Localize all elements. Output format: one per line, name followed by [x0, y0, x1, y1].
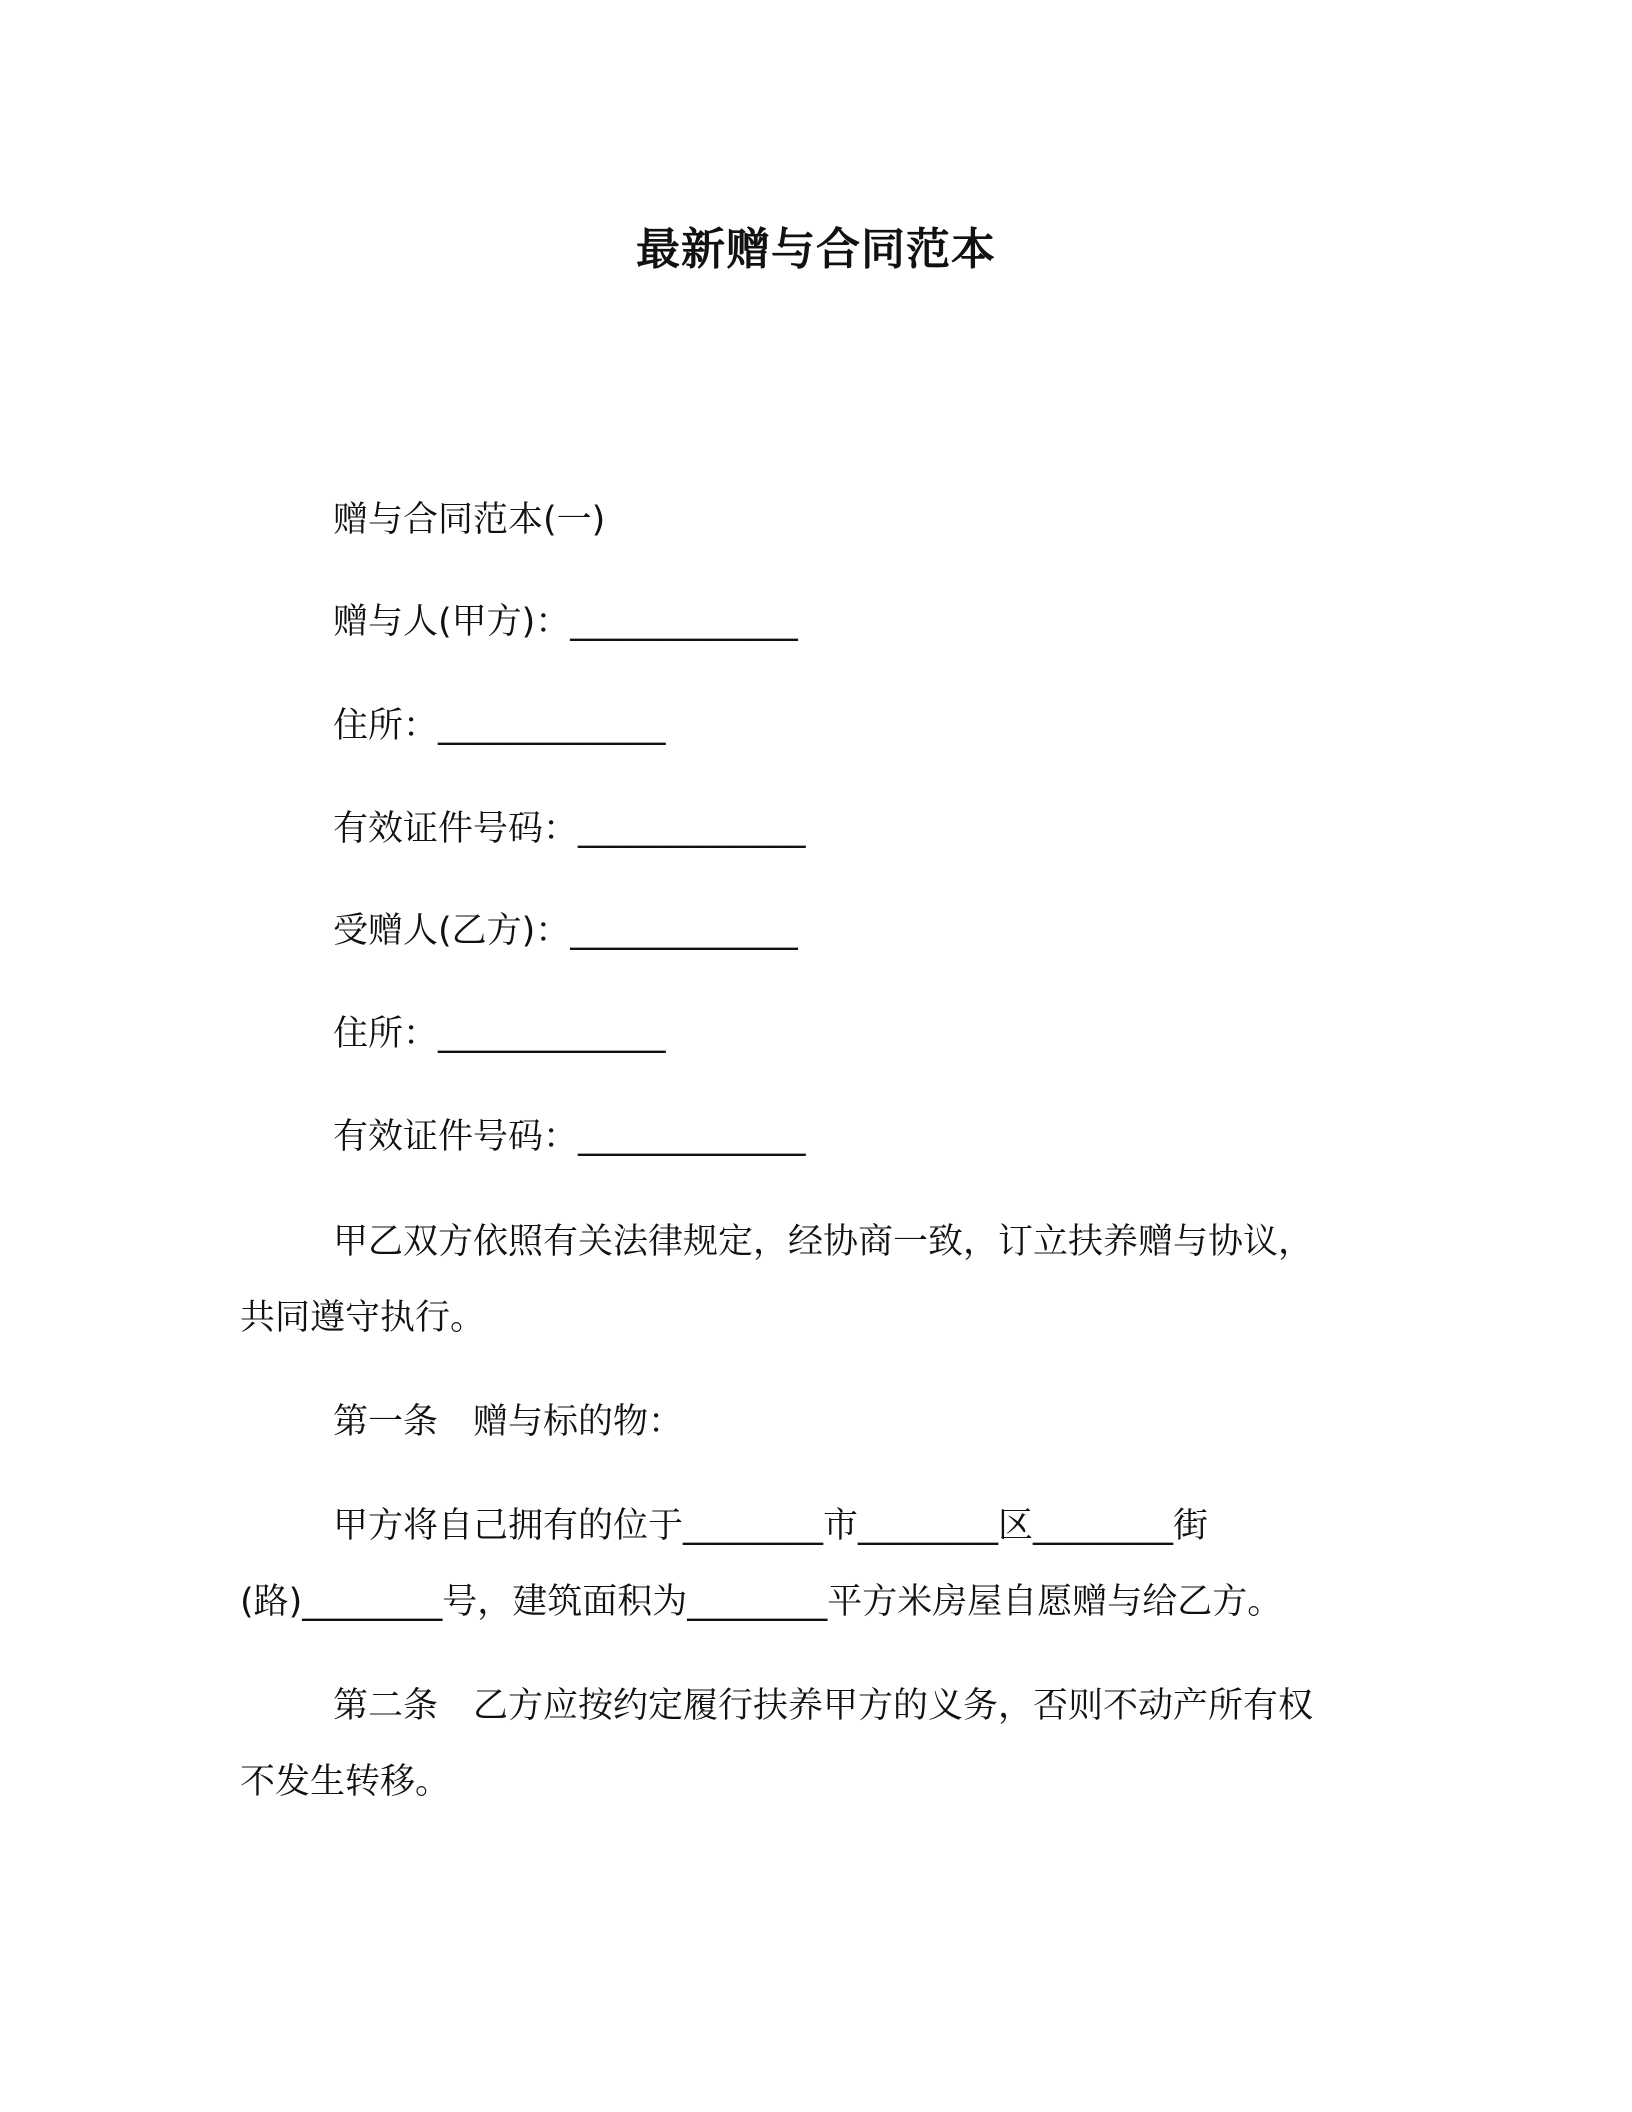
donee-address-field: 住所：_____________: [333, 1014, 666, 1054]
donee-id-field: 有效证件号码：_____________: [333, 1117, 806, 1157]
donee-field: 受赠人(乙方)：_____________: [333, 911, 798, 951]
donor-field: 赠与人(甲方)：_____________: [333, 602, 798, 642]
property-paragraph-line-1: 甲方将自己拥有的位于________市________区________街: [333, 1506, 1209, 1546]
donor-id-field: 有效证件号码：_____________: [333, 809, 806, 849]
donor-address-field: 住所：_____________: [333, 706, 666, 746]
document-title: 最新赠与合同范本: [636, 224, 996, 275]
article-two-line-1: 第二条 乙方应按约定履行扶养甲方的义务，否则不动产所有权: [333, 1686, 1314, 1726]
agreement-paragraph-line-2: 共同遵守执行。: [240, 1298, 486, 1338]
section-heading: 赠与合同范本(一): [333, 500, 606, 540]
article-one-heading: 第一条 赠与标的物：: [333, 1402, 684, 1442]
article-two-line-2: 不发生转移。: [240, 1762, 451, 1802]
agreement-paragraph-line-1: 甲乙双方依照有关法律规定，经协商一致，订立扶养赠与协议，: [333, 1222, 1314, 1262]
property-paragraph-line-2: (路)________号，建筑面积为________平方米房屋自愿赠与给乙方。: [240, 1582, 1283, 1622]
